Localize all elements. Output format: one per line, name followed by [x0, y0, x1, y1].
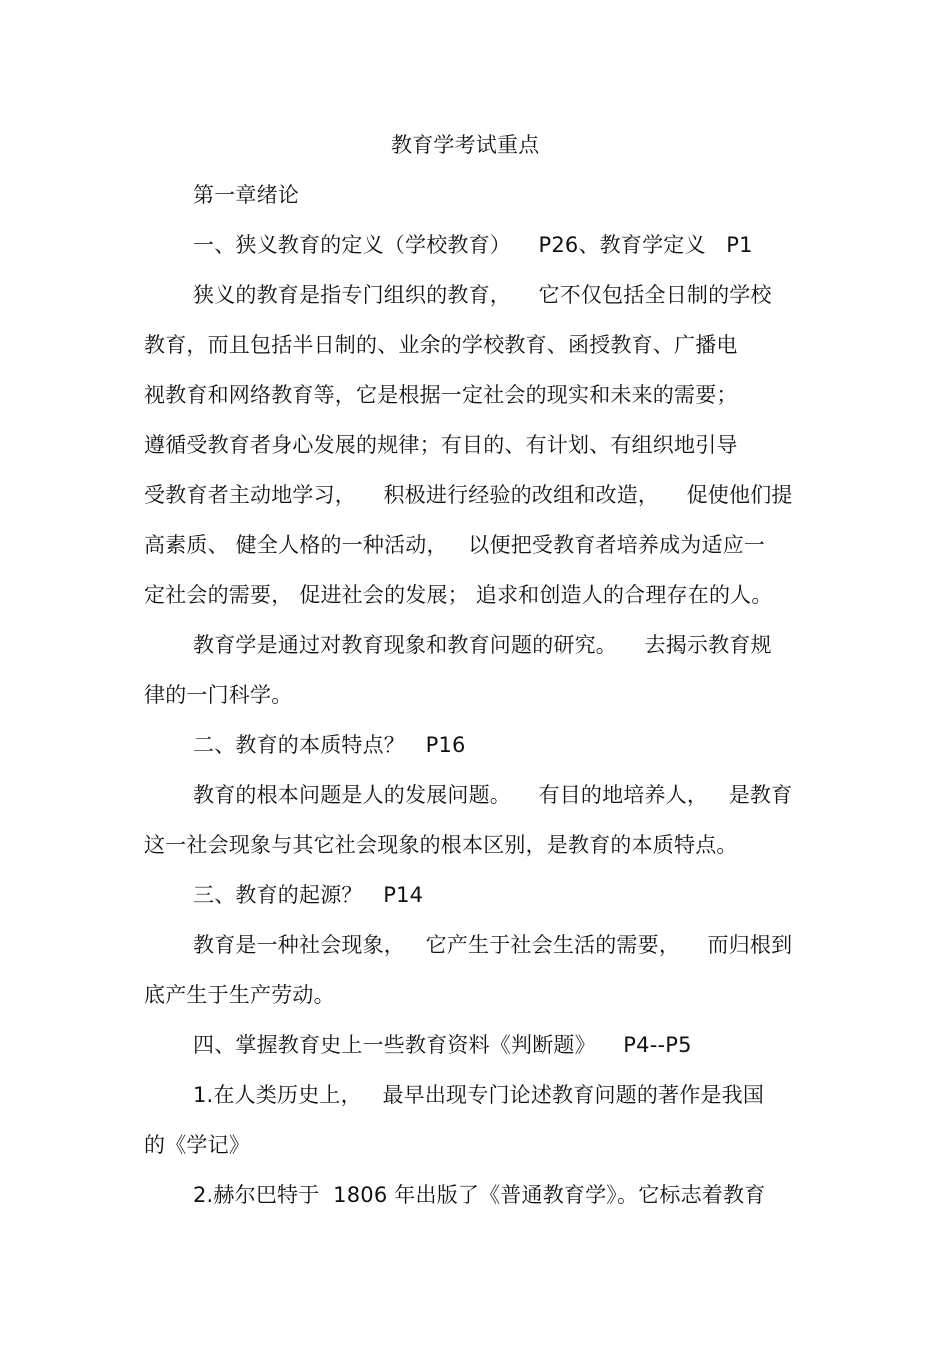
paragraph-line: 定社会的需要， 促进社会的发展； 追求和创造人的合理存在的人。 — [144, 583, 773, 607]
paragraph-line: 律的一门科学。 — [144, 683, 293, 707]
document-title: 教育学考试重点 — [391, 133, 540, 157]
paragraph-line: 教育是一种社会现象， 它产生于社会生活的需要， 而归根到 — [193, 933, 793, 957]
section-heading: 三、教育的起源？ P14 — [193, 883, 424, 907]
section-heading: 一、狭义教育的定义（学校教育） P26、教育学定义 P1 — [193, 233, 753, 257]
paragraph-line: 遵循受教育者身心发展的规律；有目的、有计划、有组织地引导 — [144, 433, 738, 457]
paragraph-line: 教育，而且包括半日制的、业余的学校教育、函授教育、广播电 — [144, 333, 738, 357]
paragraph-line: 视教育和网络教育等，它是根据一定社会的现实和未来的需要； — [144, 383, 738, 407]
list-item: 1.在人类历史上， 最早出现专门论述教育问题的著作是我国 — [193, 1083, 765, 1107]
paragraph-line: 这一社会现象与其它社会现象的根本区别，是教育的本质特点。 — [144, 833, 738, 857]
section-heading: 四、掌握教育史上一些教育资料《判断题》 P4--P5 — [193, 1033, 692, 1057]
paragraph-line: 教育的根本问题是人的发展问题。 有目的地培养人， 是教育 — [193, 783, 793, 807]
paragraph-line: 高素质、 健全人格的一种活动， 以便把受教育者培养成为适应一 — [144, 533, 766, 557]
paragraph-line: 底产生于生产劳动。 — [144, 983, 335, 1007]
list-item: 2.赫尔巴特于 1806 年出版了《普通教育学》。它标志着教育 — [193, 1183, 766, 1207]
paragraph-line: 教育学是通过对教育现象和教育问题的研究。 去揭示教育规 — [193, 633, 772, 657]
paragraph-line: 狭义的教育是指专门组织的教育， 它不仅包括全日制的学校 — [193, 283, 772, 307]
paragraph-line: 受教育者主动地学习， 积极进行经验的改组和改造， 促使他们提 — [144, 483, 793, 507]
chapter-heading: 第一章绪论 — [193, 183, 299, 207]
section-heading: 二、教育的本质特点？ P16 — [193, 733, 466, 757]
list-item-continuation: 的《学记》 — [144, 1133, 250, 1157]
